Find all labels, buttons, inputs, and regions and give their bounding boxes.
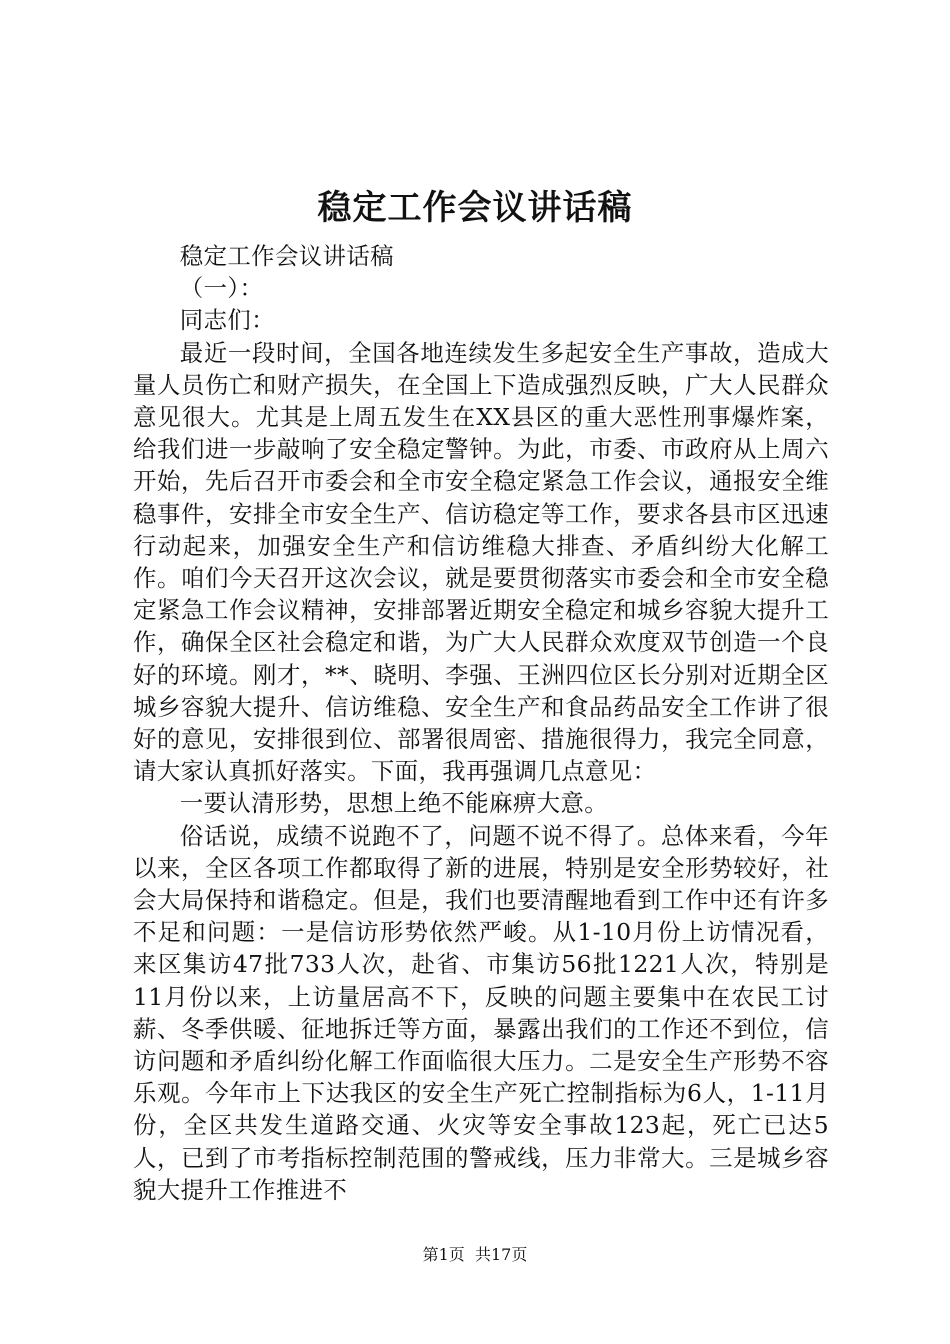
paragraph-section-marker: （一）： [179,274,264,303]
page-footer [0,1244,950,1266]
document-body [133,240,829,1206]
document-title: 稳定工作会议讲话稿 [317,188,633,228]
footer-gap [465,1245,475,1264]
page-number: 第1页 [422,1245,465,1264]
paragraph-salutation: 同志们： [179,306,275,335]
page-total: 共17页 [474,1245,528,1264]
paragraph-heading-1: 一要认清形势，思想上绝不能麻痹大意。 [179,789,609,818]
paragraph-body-1: 最近一段时间，全国各地连续发生多起安全生产事故，造成大量人员伤亡和财产损失，在全国上下造成强烈反映，广大人民群众意见很大。尤其是上周五发生在XX县区的重大恶性刑事爆炸案，给我们进一步敲响了安全稳定警钟。为此，市委、市政府从上周六开始，先后召开市委会和全市安全稳定紧急工作会议，通报安全维稳事件，安排全市安全生产、信访稳定等工作，要求各县市区迅速行动起来，加强安全生产和信访维稳大排查、矛盾纠纷大化解工作。咱们今天召开这次会议，就是要贯彻落实市委会和全市安全稳定紧急工作会议精神，安排部署近期安全稳定和城乡容貌大提升工作，确保全区社会稳定和谐，为广大人民群众欢度双节创造一个良好的环境。刚才，**、晓明、李强、王洲四位区长分别对近期全区城乡容貌大提升、信访维稳、安全生产和食品药品安全工作讲了很好的意见，安排很到位、部署很周密、措施很得力，我完全同意，请大家认真抓好落实。下面，我再强调几点意见： [133,338,829,786]
paragraph-body-2: 俗话说，成绩不说跑不了，问题不说不得了。总体来看，今年以来，全区各项工作都取得了新的进展，特别是安全形势较好，社会大局保持和谐稳定。但是，我们也要清醒地看到工作中还有许多不足和问题：一是信访形势依然严峻。从1-10月份上访情况看，来区集访47批733人次，赴省、市集访56批1221人次，特别是11月份以来，上访量居高不下，反映的问题主要集中在农民工讨薪、冬季供暖、征地拆迁等方面，暴露出我们的工作还不到位，信访问题和矛盾纠纷化解工作面临很大压力。二是安全生产形势不容乐观。今年市上下达我区的安全生产死亡控制指标为6人，1-11月份，全区共发生道路交通、火灾等安全事故123起，死亡已达5人，已到了市考指标控制范围的警戒线，压力非常大。三是城乡容貌大提升工作推进不 [133,821,829,1204]
paragraph-subtitle: 稳定工作会议讲话稿 [179,242,394,270]
